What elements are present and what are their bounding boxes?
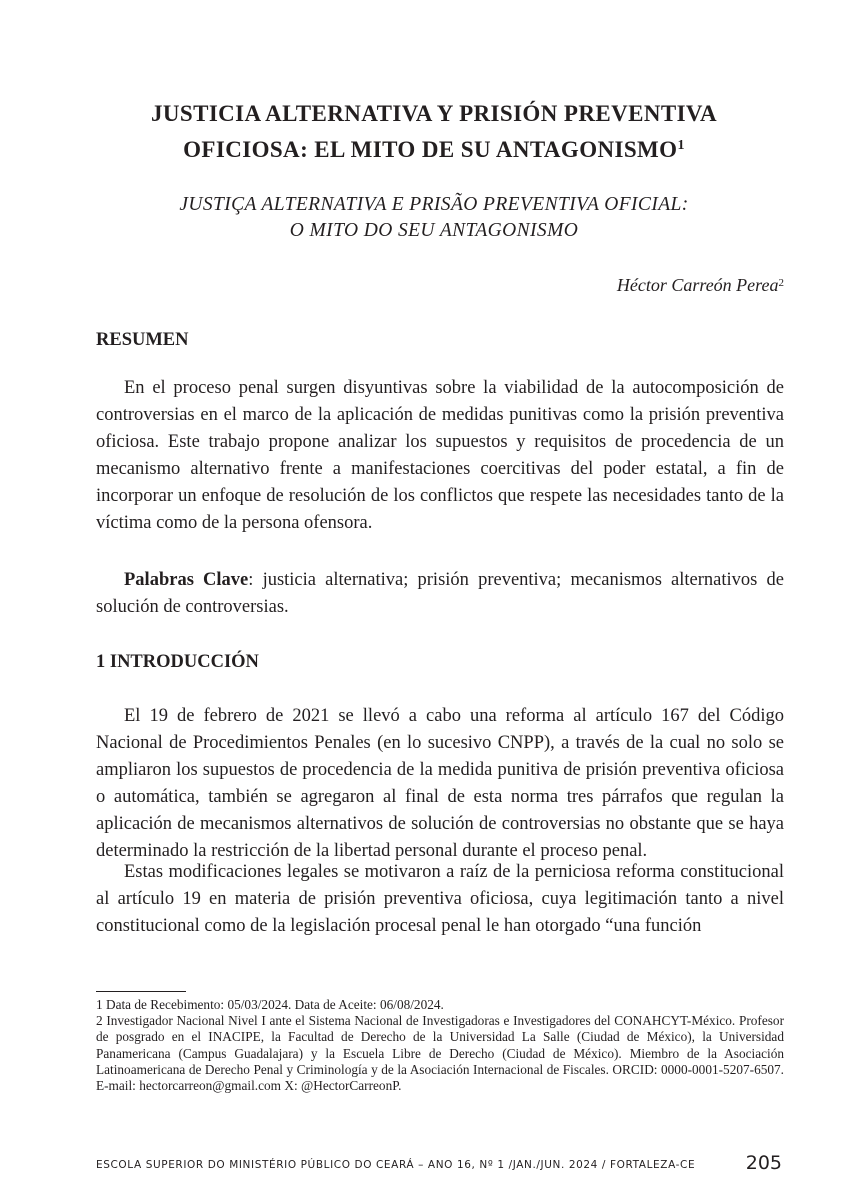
article-title-line-2-text: OFICIOSA: EL MITO DE SU ANTAGONISMO [183, 137, 678, 162]
article-title-line-1: JUSTICIA ALTERNATIVA Y PRISIÓN PREVENTIVA [150, 101, 717, 126]
journal-footer: ESCOLA SUPERIOR DO MINISTÉRIO PÚBLICO DO CEARÁ – ANO 16, Nº 1 /JAN./JUN. 2024 / FORTALEZA-CE [96, 1159, 696, 1171]
keywords-text: : justicia alternativa; prisión preventiva; mecanismos alternativos de solución de controversias. [96, 570, 784, 617]
footnote-2: 2 Investigador Nacional Nivel I ante el Sistema Nacional de Investigadoras e Investigadores del CONAHCYT-México. Profesor de posgrado en el INACIPE, la Facultad de Derecho de la Universidad La Salle (Ciudad de México), la Universidad Panamericana (Campus Guadalajara) y la Escuela Libre de Derecho (Ciudad de México). Miembro de la Asociación Latinoamericana de Derecho Penal y Criminología y de la Asociación Internacional de Fiscales. ORCID: 0000-0001-5207-6507. E-mail: hectorcarreon@gmail.com X: @HectorCarreonP. [96, 1013, 784, 1094]
footnote-divider [96, 991, 186, 992]
footnote-1: 1 Data de Recebimento: 05/03/2024. Data de Aceite: 06/08/2024. [96, 997, 444, 1012]
article-title [60, 96, 808, 168]
footnotes [96, 997, 784, 1094]
article-title-line-2 [60, 132, 808, 168]
article-subtitle-line-2: O MITO DO SEU ANTAGONISMO [289, 220, 579, 241]
page-number: 205 [745, 1152, 782, 1174]
author-byline [617, 274, 784, 296]
author-footnote-mark[interactable]: 2 [778, 277, 784, 289]
abstract-heading: RESUMEN [96, 330, 189, 350]
abstract-paragraph: En el proceso penal surgen disyuntivas sobre la viabilidad de la autocomposición de controversias en el marco de la aplicación de medidas punitivas como la prisión preventiva oficiosa. Este trabajo propone analizar los supuestos y requisitos de procedencia de un mecanismo alternativo frente a manifestaciones coercitivas del poder estatal, a fin de incorporar un enfoque de resolución de los conflictos que respete las necesidades tanto de la víctima como de la persona ofensora. [96, 378, 784, 533]
author-name: Héctor Carreón Perea [616, 275, 779, 295]
introduction-paragraph-1: El 19 de febrero de 2021 se llevó a cabo una reforma al artículo 167 del Código Nacional de Procedimientos Penales (en lo sucesivo CNPP), a través de la cual no solo se ampliaron los supuestos de procedencia de la medida punitiva de prisión preventiva oficiosa o automática, también se agregaron al final de esta norma tres párrafos que regulan la aplicación de mecanismos alternativos de solución de controversias no obstante que se haya determinado la restricción de la libertad personal durante el proceso penal. [96, 706, 784, 861]
introduction-heading: 1 INTRODUCCIÓN [96, 652, 259, 672]
article-subtitle [60, 192, 808, 244]
keywords-label: Palabras Clave [124, 570, 249, 590]
title-footnote-mark[interactable]: 1 [677, 138, 685, 153]
introduction-paragraph-2: Estas modificaciones legales se motivaron a raíz de la perniciosa reforma constitucional al artículo 19 en materia de prisión preventiva oficiosa, cuya legitimación tanto a nivel constitucional como de la legislación procesal penal le han otorgado “una función [96, 862, 784, 936]
article-subtitle-line-1: JUSTIÇA ALTERNATIVA E PRISÃO PREVENTIVA OFICIAL: [179, 194, 689, 215]
keywords-paragraph [96, 567, 784, 621]
